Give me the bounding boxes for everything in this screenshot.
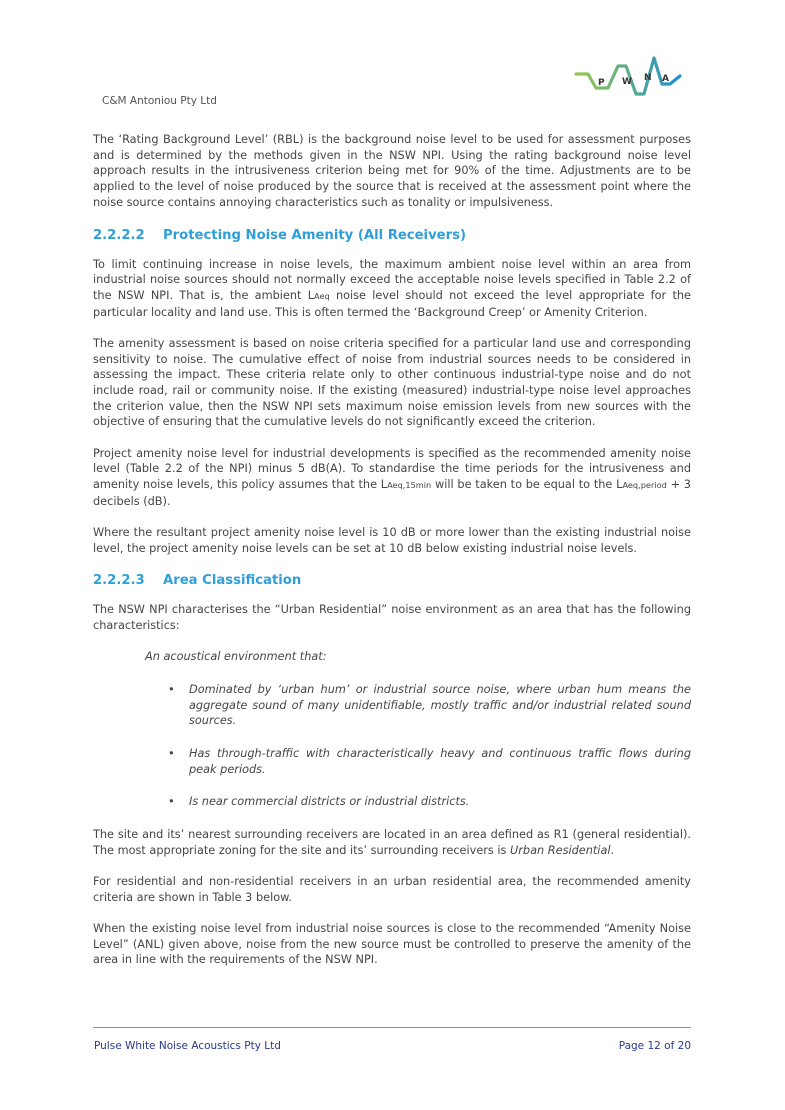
heading-title: Area Classification (163, 573, 302, 589)
list-item: • Is near commercial districts or industrial districts. (168, 795, 470, 809)
paragraph-area-4: When the existing noise level from industrial noise sources is close to the recommended “Amenity Noise Level” (ANL) given above, noise from the new source must be controlled to preserve the amenity of the area in line with the requirements of the NSW NPI. (93, 921, 691, 967)
paragraph-area-intro: An acoustical environment that: (145, 650, 327, 664)
paragraph-rbl: The ‘Rating Background Level’ (RBL) is the background noise level to be used for assessment purposes and is determined by the methods given in the NSW NPI. Using the rating background noise level approach results in the intrusiveness criterion being met for 90% of the time. Adjustments are to be applied to the level of noise produced by the source that is received at the assessment point where the noise source contains annoying characteristics such as tonality or impulsiveness. (93, 133, 691, 209)
paragraph-amenity-1: To limit continuing increase in noise levels, the maximum ambient noise level within an area from industrial noise sources should not normally exceed the acceptable noise levels specified in Table 2.2 of the NSW NPI. That is, the ambient LAeq noise level should not exceed the level appropriate for the particular locality and land use. This is often termed the ‘Background Creep’ or Amenity Criterion. (93, 257, 691, 319)
header-company-name: C&M Antoniou Pty Ltd (102, 95, 217, 107)
logo-letter-p: P (598, 78, 605, 88)
heading-title: Protecting Noise Amenity (All Receivers) (163, 227, 466, 243)
main-content (93, 132, 691, 968)
logo-letter-n: N (644, 73, 652, 83)
paragraph-area-3: For residential and non-residential receivers in an urban residential area, the recommended amenity criteria are shown in Table 3 below. (93, 875, 691, 904)
list-item: • Has through-traffic with characteristically heavy and continuous traffic flows during peak periods. (168, 746, 691, 776)
footer-company: Pulse White Noise Acoustics Pty Ltd (94, 1040, 281, 1052)
heading-2-2-2-3 (93, 573, 691, 588)
paragraph-area-1: The NSW NPI characterises the “Urban Residential” noise environment as an area that has the following characteristics: (93, 603, 691, 632)
logo-letter-w: W (622, 77, 632, 87)
pwna-logo (574, 54, 684, 102)
footer-divider (93, 1027, 691, 1028)
paragraph-amenity-3: Project amenity noise level for industrial developments is specified as the recommended amenity noise level (Table 2.2 of the NPI) minus 5 dB(A). To standardise the time periods for the intrusiveness and amenity noise levels, this policy assumes that the LAeq,15min will be taken to be equal to the LAeq,period + 3 decibels (dB). (93, 446, 691, 508)
paragraph-amenity-2: The amenity assessment is based on noise criteria specified for a particular land use and corresponding sensitivity to noise. The cumulative effect of noise from industrial sources needs to be considered in assessing the impact. These criteria relate only to other continuous industrial-type noise and do not include road, rail or community noise. If the existing (measured) industrial-type noise level approaches the criterion value, then the NSW NPI sets maximum noise emission levels from new sources with the objective of ensuring that the cumulative levels do not significantly exceed the criterion. (93, 336, 691, 429)
heading-number: 2.2.2.3 (93, 573, 145, 589)
heading-number: 2.2.2.2 (93, 227, 145, 243)
characteristics-list (93, 682, 691, 810)
list-item: • Dominated by ‘urban hum’ or industrial source noise, where urban hum means the aggregate sound of many unidentifiable, mostly traffic and/or industrial related sound sources. (168, 682, 691, 728)
logo-letter-a: A (662, 74, 669, 84)
paragraph-area-2: The site and its’ nearest surrounding receivers are located in an area defined as R1 (general residential). The most appropriate zoning for the site and its’ surrounding receivers is Urban Residential. (93, 828, 691, 857)
page-number: Page 12 of 20 (618, 1040, 691, 1052)
paragraph-amenity-4: Where the resultant project amenity noise level is 10 dB or more lower than the existing industrial noise level, the project amenity noise levels can be set at 10 dB below existing industrial noise levels. (93, 525, 691, 555)
heading-2-2-2-2 (93, 228, 691, 243)
